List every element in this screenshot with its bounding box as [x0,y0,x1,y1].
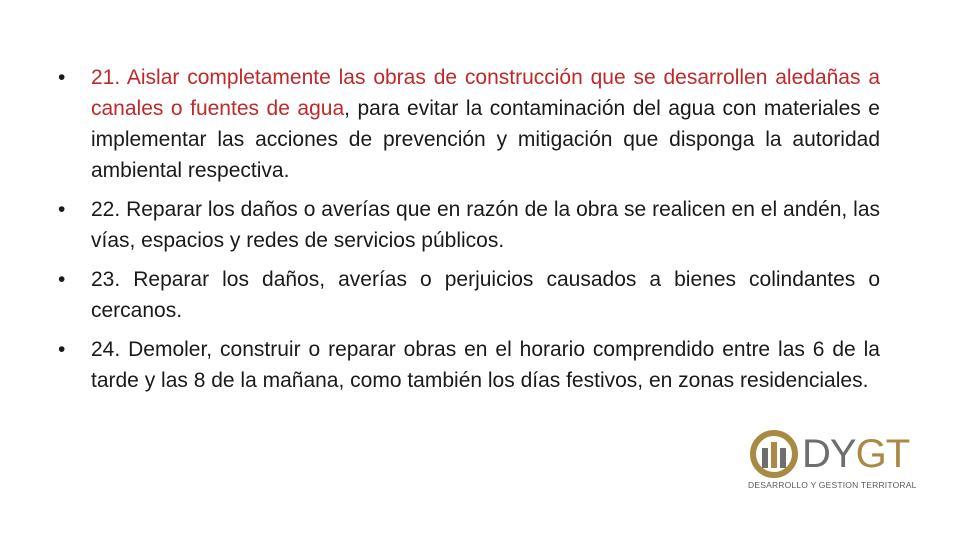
logo-name-part1: DY [802,432,856,476]
bullet-21-text: , para evitar la contaminación del agua con materiales e implementar las acciones de prevención y mitigación que disponga la autoridad ambiental respectiva. [91,97,880,182]
bullet-list [58,62,880,404]
bullet-21-highlight: 21. Aislar completamente las obras de construcción que se desarrollen aledañas a canales o fuentes de agua [91,66,880,120]
bullet-item-23 [58,264,880,326]
bullet-24-text: 24. Demoler, construir o reparar obras en el horario comprendido entre las 6 de la tarde y las 8 de la mañana, como también los días festivos, en zonas residenciales. [91,338,880,392]
bullet-marker: • [58,338,66,361]
logo-wordmark [802,432,909,476]
bullet-22-text: 22. Reparar los daños o averías que en razón de la obra se realicen en el andén, las vías, espacios y redes de servicios públicos. [91,198,880,252]
bullet-23-text: 23. Reparar los daños, averías o perjuicios causados a bienes colindantes o cercanos. [91,268,880,322]
bullet-item-22 [58,194,880,256]
bullet-marker: • [58,198,66,221]
logo-tagline: DESARROLLO Y GESTION TERRITORAL [748,480,917,490]
bullet-item-24 [58,334,880,396]
dygt-logo [748,428,917,494]
bullet-marker: • [58,268,66,291]
logo-name-part2: GT [855,432,910,476]
bullet-marker: • [58,66,66,89]
logo-emblem-icon [748,428,802,480]
bullet-item-21 [58,62,880,186]
